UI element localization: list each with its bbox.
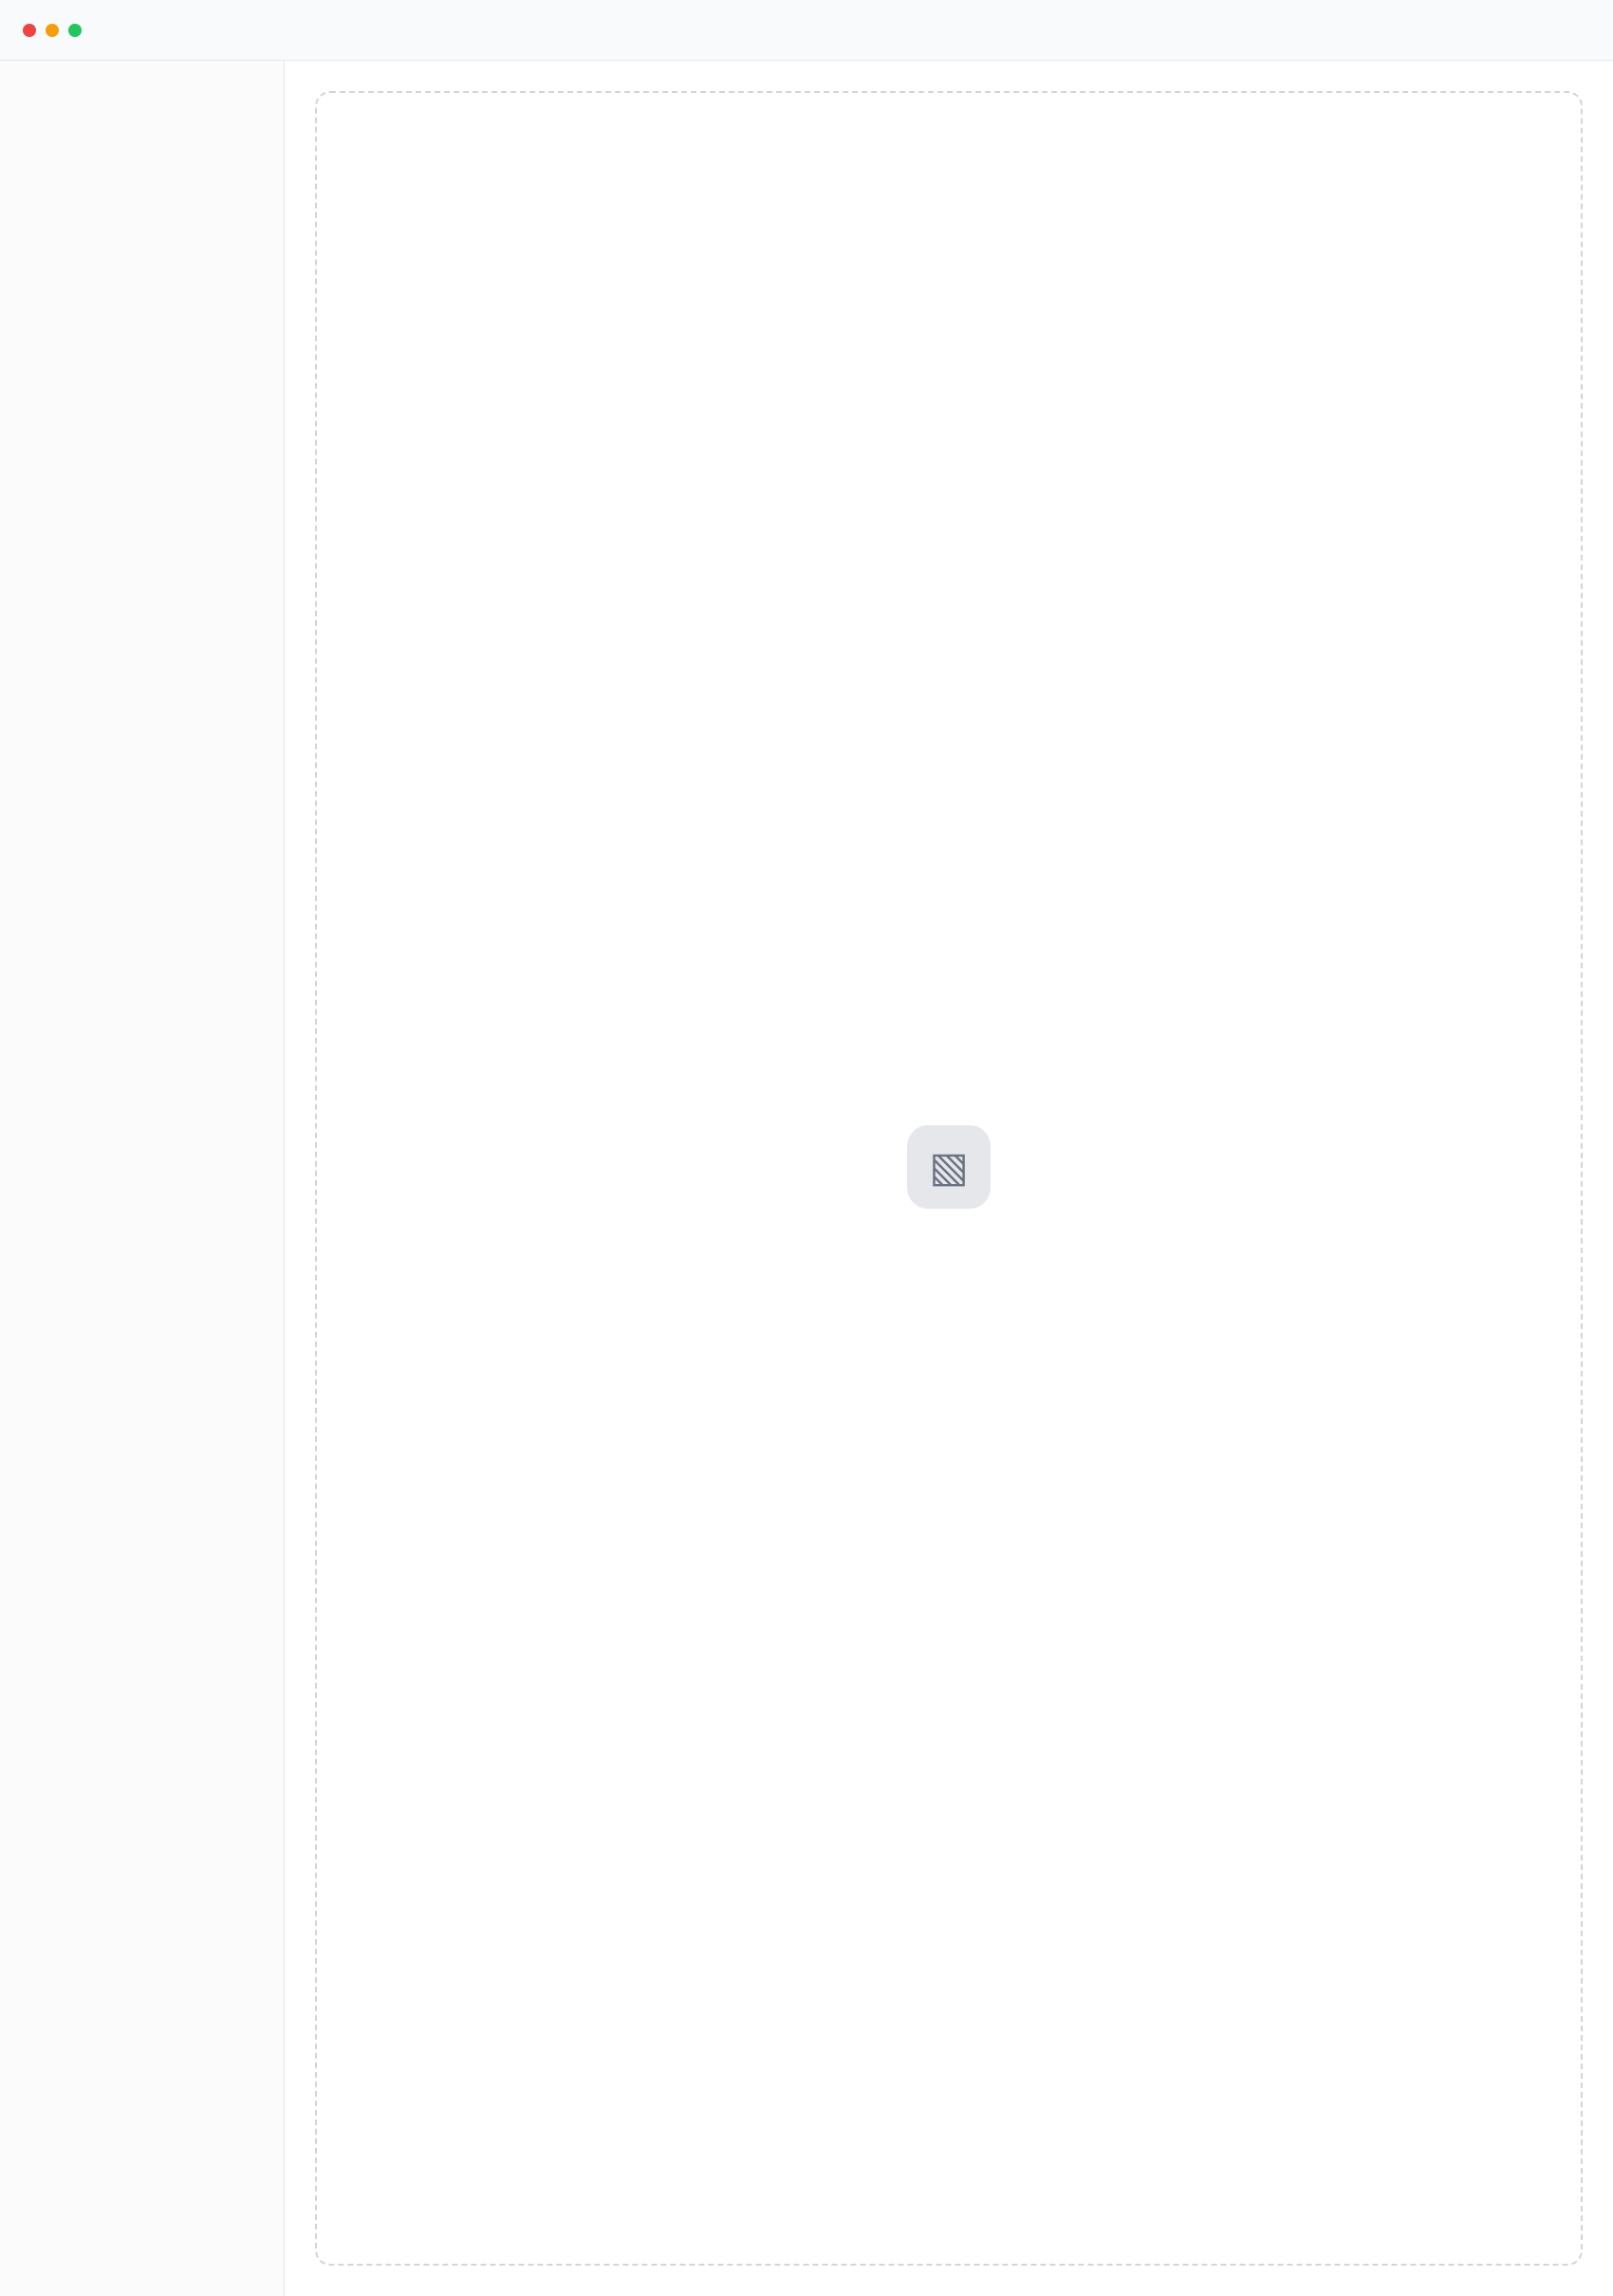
sidebar xyxy=(0,61,285,2296)
image-icon: ▧ xyxy=(907,1125,991,1209)
maximize-window-control[interactable] xyxy=(68,24,82,37)
main-content xyxy=(285,61,1613,2296)
title-bar xyxy=(0,0,1613,61)
minimize-window-control[interactable] xyxy=(46,24,59,37)
empty-state xyxy=(315,91,1583,2266)
window-controls xyxy=(23,24,82,37)
application-body xyxy=(0,61,1613,2296)
close-window-control[interactable] xyxy=(23,24,36,37)
